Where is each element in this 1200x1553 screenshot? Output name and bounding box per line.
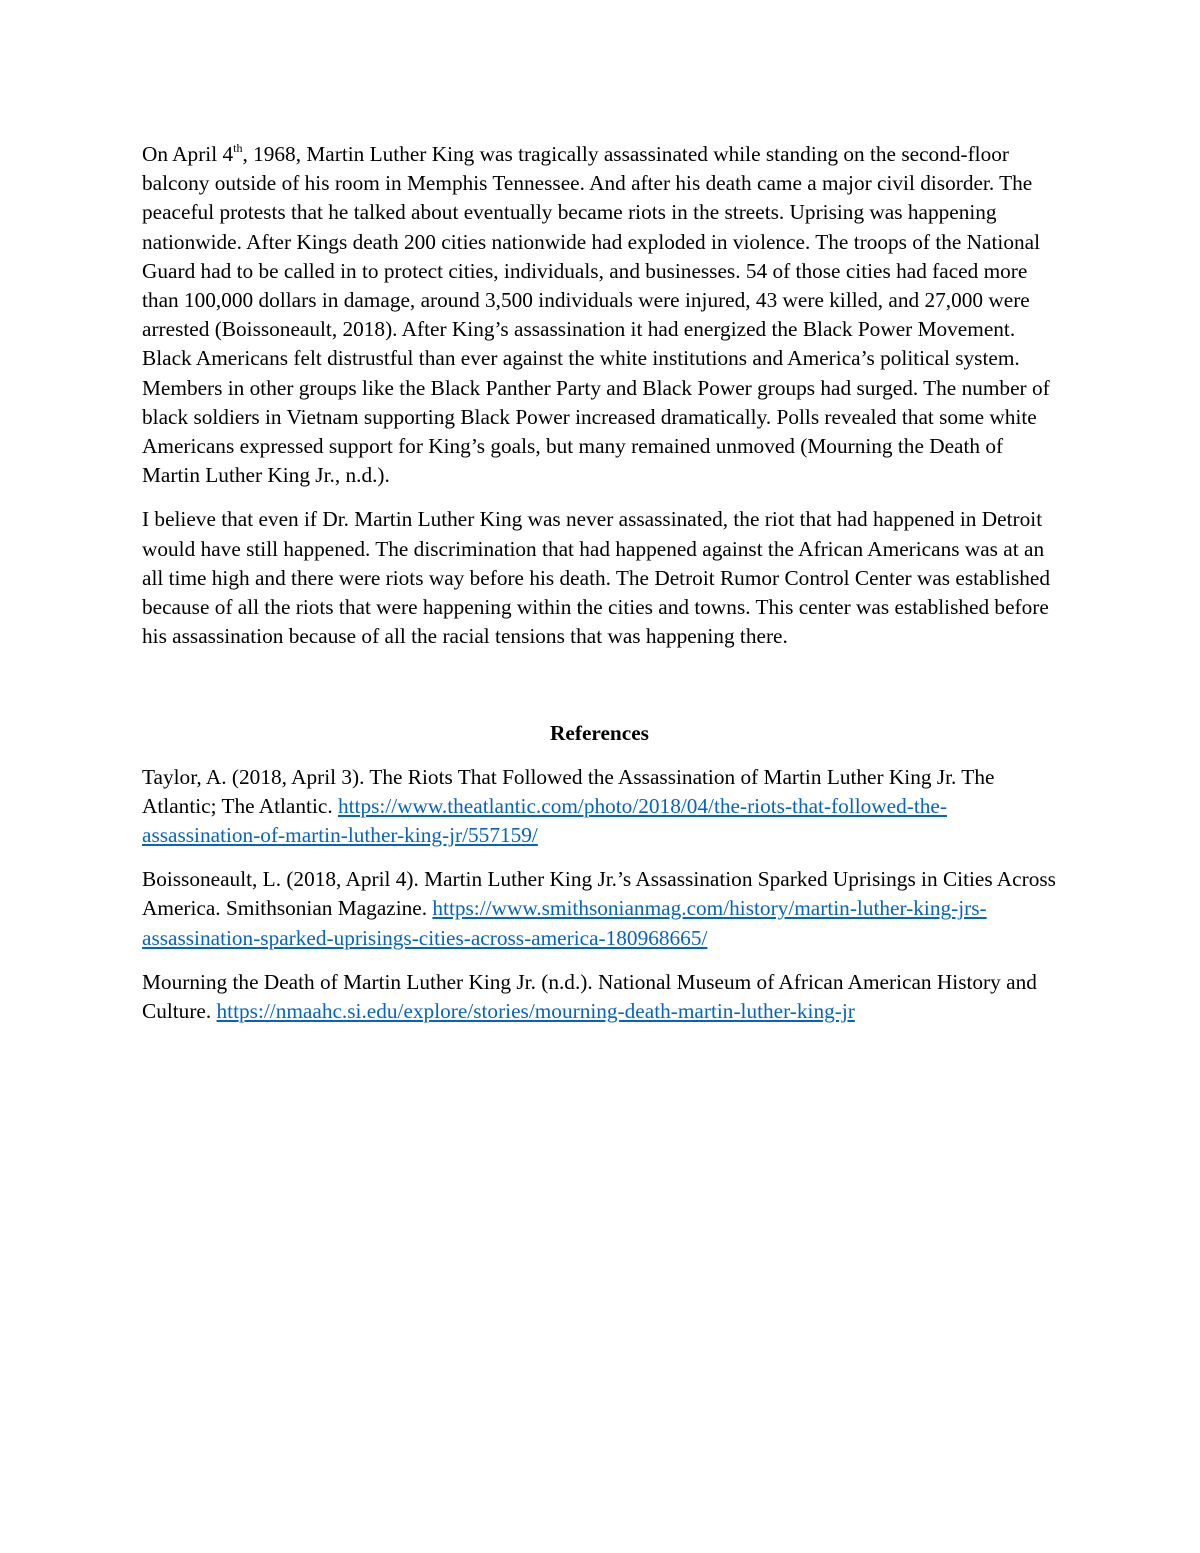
body-paragraph-2: I believe that even if Dr. Martin Luther King was never assassinated, the riot that had happened in Detroit would have still happened. The discrimination that had happened against the African Americans was at an all time high and there were riots way before his death. The Detroit Rumor Control Center was established because of all the riots that were happening within the cities and towns. This center was established before his assassination because of all the racial tensions that was happening there. xyxy=(142,507,1051,649)
reference-item xyxy=(142,968,1057,1026)
reference-item xyxy=(142,763,1057,851)
body-paragraph-1 xyxy=(142,140,1057,490)
reference-text: Boissoneault, L. (2018, April 4). Martin Luther King Jr.’s Assassination Sparked Uprisings in Cities Across America. Smithsonian Magazine. xyxy=(142,867,1056,921)
reference-text: Mourning the Death of Martin Luther King Jr. (n.d.). National Museum of African American History and Culture. xyxy=(142,969,1037,1024)
paragraph-1-rest: , 1968, Martin Luther King was tragically assassinated while standing on the second-floor balcony outside of his room in Memphis Tennessee. And after his death came a major civil disorder. The peaceful protests that he talked about eventually became riots in the streets. Uprising was happening nationwide. After Kings death 200 cities nationwide had exploded in violence. The troops of the National Guard had to be called in to protect cities, individuals, and businesses. 54 of those cities had faced more than 100,000 dollars in damage, around 3,500 individuals were injured, 43 were killed, and 27,000 were arrested (Boissoneault, 2018). After King’s assassination it had energized the Black Power Movement. Black Americans felt distrustful than ever against the white institutions and America’s political system. Members in other groups like the Black Panther Party and Black Power groups had surged. The number of black soldiers in Vietnam supporting Black Power increased dramatically. Polls revealed that some white Americans expressed support for King’s goals, but many remained unmoved (Mourning the Death of Martin Luther King Jr., n.d.). xyxy=(142,142,1050,488)
reference-link[interactable]: https://www.theatlantic.com/photo/2018/04/the-riots-that-followed-the-assassination-of-martin-luther-king-jr/557159/ xyxy=(142,793,947,848)
ordinal-superscript: th xyxy=(233,140,243,155)
document-page xyxy=(142,140,1057,1041)
reference-link[interactable]: https://nmaahc.si.edu/explore/stories/mourning-death-martin-luther-king-jr xyxy=(216,999,855,1024)
references-heading: References xyxy=(550,721,649,746)
reference-item xyxy=(142,865,1057,953)
reference-text: Taylor, A. (2018, April 3). The Riots That Followed the Assassination of Martin Luther King Jr. The Atlantic; The Atlantic. xyxy=(142,764,995,818)
reference-link[interactable]: https://www.smithsonianmag.com/history/martin-luther-king-jrs-assassination-sparked-uprisings-cities-across-america-180968665/ xyxy=(142,896,987,950)
section-spacer xyxy=(142,666,1057,719)
paragraph-1-lead: On April 4 xyxy=(142,142,234,166)
